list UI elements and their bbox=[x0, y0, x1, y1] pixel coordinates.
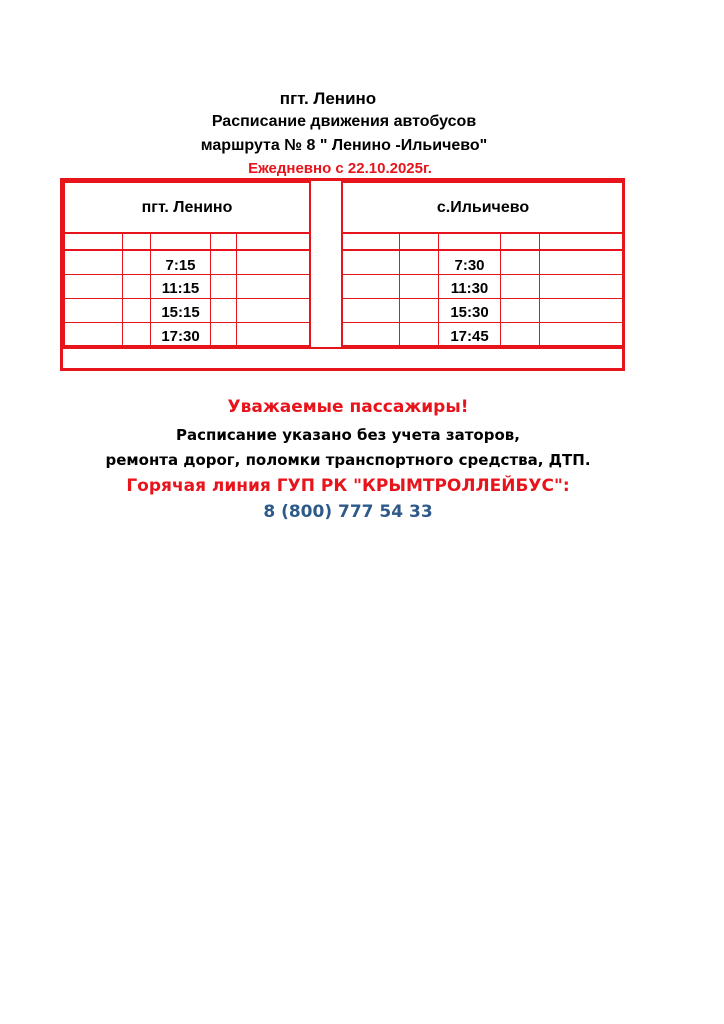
hotline-phone: 8 (800) 777 54 33 bbox=[263, 502, 433, 522]
left-time: 15:15 bbox=[161, 304, 200, 321]
valid-from-date: Ежедневно с 22.10.2025г. bbox=[248, 160, 432, 177]
right-stop-name: с.Ильичево bbox=[436, 199, 530, 216]
schedule-subtitle: Расписание движения автобусов bbox=[211, 113, 477, 130]
row-divider bbox=[341, 232, 625, 234]
schedule-table bbox=[60, 178, 625, 371]
right-time: 15:30 bbox=[450, 304, 489, 321]
row-divider bbox=[341, 274, 625, 275]
col-divider bbox=[210, 233, 211, 347]
col-divider bbox=[500, 233, 501, 347]
left-time: 17:30 bbox=[161, 328, 200, 345]
right-time: 11:30 bbox=[450, 280, 489, 297]
row-divider bbox=[63, 232, 311, 234]
right-time: 7:30 bbox=[454, 257, 485, 274]
col-divider bbox=[399, 233, 400, 347]
right-time: 17:45 bbox=[450, 328, 489, 345]
page-title: пгт. Ленино bbox=[279, 89, 377, 108]
hotline-label: Горячая линия ГУП РК "КРЫМТРОЛЛЕЙБУС": bbox=[126, 476, 570, 496]
left-stop-name: пгт. Ленино bbox=[141, 199, 233, 216]
bottom-divider bbox=[63, 347, 625, 349]
col-divider bbox=[122, 233, 123, 347]
row-divider bbox=[63, 249, 311, 251]
row-divider bbox=[341, 298, 625, 299]
left-time: 11:15 bbox=[161, 280, 200, 297]
row-divider bbox=[341, 249, 625, 251]
row-divider bbox=[63, 322, 311, 323]
row-divider bbox=[63, 274, 311, 275]
disclaimer-line-2: ремонта дорог, поломки транспортного средства, ДТП. bbox=[105, 451, 591, 469]
route-name: маршрута № 8 " Ленино -Ильичево" bbox=[200, 137, 488, 154]
disclaimer-line-1: Расписание указано без учета заторов, bbox=[176, 426, 520, 444]
col-divider bbox=[236, 233, 237, 347]
passenger-greeting: Уважаемые пассажиры! bbox=[227, 397, 469, 417]
row-divider bbox=[341, 322, 625, 323]
row-divider bbox=[63, 298, 311, 299]
left-time: 7:15 bbox=[165, 257, 196, 274]
col-divider bbox=[539, 233, 540, 347]
